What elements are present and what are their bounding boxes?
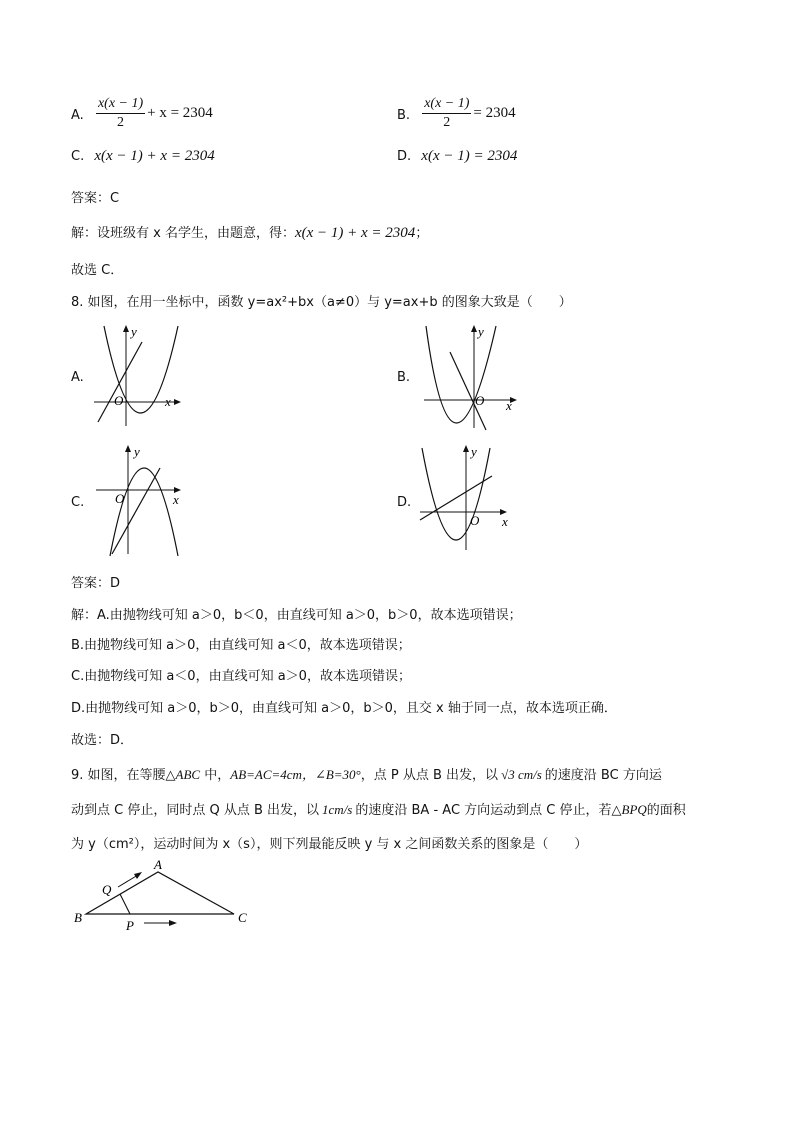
vertex-b-label: B	[74, 910, 82, 925]
q9-line-3: 为 y（cm²），运动时间为 x（s），则下列最能反映 y 与 x 之间函数关系的图象是（ ）	[71, 837, 588, 852]
option-label: D.	[397, 149, 412, 164]
y-arrow	[471, 325, 477, 332]
q8-option-a-label: A.	[71, 370, 84, 385]
y-arrow	[125, 445, 131, 452]
q7-option-d: D. x(x − 1) = 2304	[397, 148, 518, 164]
option-label: B.	[397, 107, 411, 123]
axis-y-label: y	[471, 444, 477, 459]
axis-x-label: x	[502, 514, 508, 529]
q7-option-b: B. $\frac{x(x - 1)}{2}$ = 2304	[397, 96, 516, 130]
q8-stem: 8. 如图，在用一坐标中，函数 y=ax²+bx（a≠0）与 y=ax+b 的图象大致是（ ）	[71, 295, 572, 310]
x-arrow	[174, 399, 181, 405]
origin-label: O	[114, 393, 124, 408]
q8-graph-a	[92, 322, 184, 430]
q8-option-d-label: D.	[397, 495, 412, 510]
q8-answer: 答案：D	[71, 576, 121, 591]
q8-solution-c: C.由抛物线可知 a＜0，由直线可知 a＞0，故本选项错误；	[71, 669, 411, 684]
q9-line-1: 9. 如图，在等腰△ABC 中，AB=AC=4cm，∠B=30°，点 P 从点 B 出发，以 √3 cm/s 的速度沿 BC 方向运	[71, 767, 662, 783]
axis-x-label: x	[506, 398, 512, 413]
fraction: $\frac{x(x - 1)}{2}$	[97, 96, 144, 130]
q7-conclusion: 故选 C．	[71, 263, 124, 278]
q8-option-b-label: B.	[397, 370, 411, 385]
line	[112, 468, 160, 554]
q8-graph-b	[420, 322, 520, 432]
line	[450, 352, 486, 430]
origin-label: O	[475, 393, 485, 408]
q7-answer: 答案：C	[71, 191, 120, 206]
q8-solution-d: D.由抛物线可知 a＞0，b＞0，由直线可知 a＞0，b＞0，且交 x 轴于同一点，故本选项正确．	[71, 701, 617, 716]
segment-qp	[120, 894, 130, 914]
q8-option-c-label: C.	[71, 495, 85, 510]
axis-x-label: x	[165, 394, 171, 409]
q9-triangle-figure	[68, 858, 258, 934]
axis-y-label: y	[478, 324, 484, 339]
origin-label: O	[470, 513, 480, 528]
q7-option-a: A. $\frac{x(x - 1)}{2}$ + x = 2304	[71, 96, 213, 130]
line	[98, 342, 142, 422]
point-p-label: P	[126, 918, 134, 933]
axis-x-label: x	[173, 492, 179, 507]
axis-y-label: y	[131, 324, 137, 339]
origin-label: O	[115, 491, 125, 506]
parabola	[110, 468, 178, 556]
q7-solution: 解：设班级有 x 名学生，由题意，得：x(x − 1) + x = 2304；	[71, 225, 429, 241]
option-label: A.	[71, 107, 84, 123]
line	[420, 476, 492, 520]
q8-conclusion: 故选：D．	[71, 733, 134, 748]
q8-graph-c	[94, 440, 190, 560]
q7-option-c: C. x(x − 1) + x = 2304	[71, 148, 215, 164]
option-label: C.	[71, 149, 85, 164]
y-arrow	[123, 325, 129, 332]
arrow-p-head	[169, 920, 177, 926]
vertex-a-label: A	[154, 858, 162, 872]
q8-graph-d	[416, 440, 516, 552]
arrow-q-head	[134, 872, 142, 879]
q8-solution-a: 解：A.由抛物线可知 a＞0，b＜0，由直线可知 a＞0，b＞0，故本选项错误；	[71, 608, 522, 623]
q9-line-2: 动到点 C 停止，同时点 Q 从点 B 出发，以 1cm/s 的速度沿 BA - AC 方向运动到点 C 停止，若△BPQ的面积	[71, 802, 686, 818]
q8-solution-b: B.由抛物线可知 a＞0，由直线可知 a＜0，故本选项错误；	[71, 638, 411, 653]
fraction: $\frac{x(x - 1)}{2}$	[424, 96, 470, 130]
vertex-c-label: C	[238, 910, 247, 925]
parabola	[422, 448, 490, 540]
axis-y-label: y	[134, 444, 140, 459]
y-arrow	[463, 445, 469, 452]
point-q-label: Q	[102, 882, 112, 897]
